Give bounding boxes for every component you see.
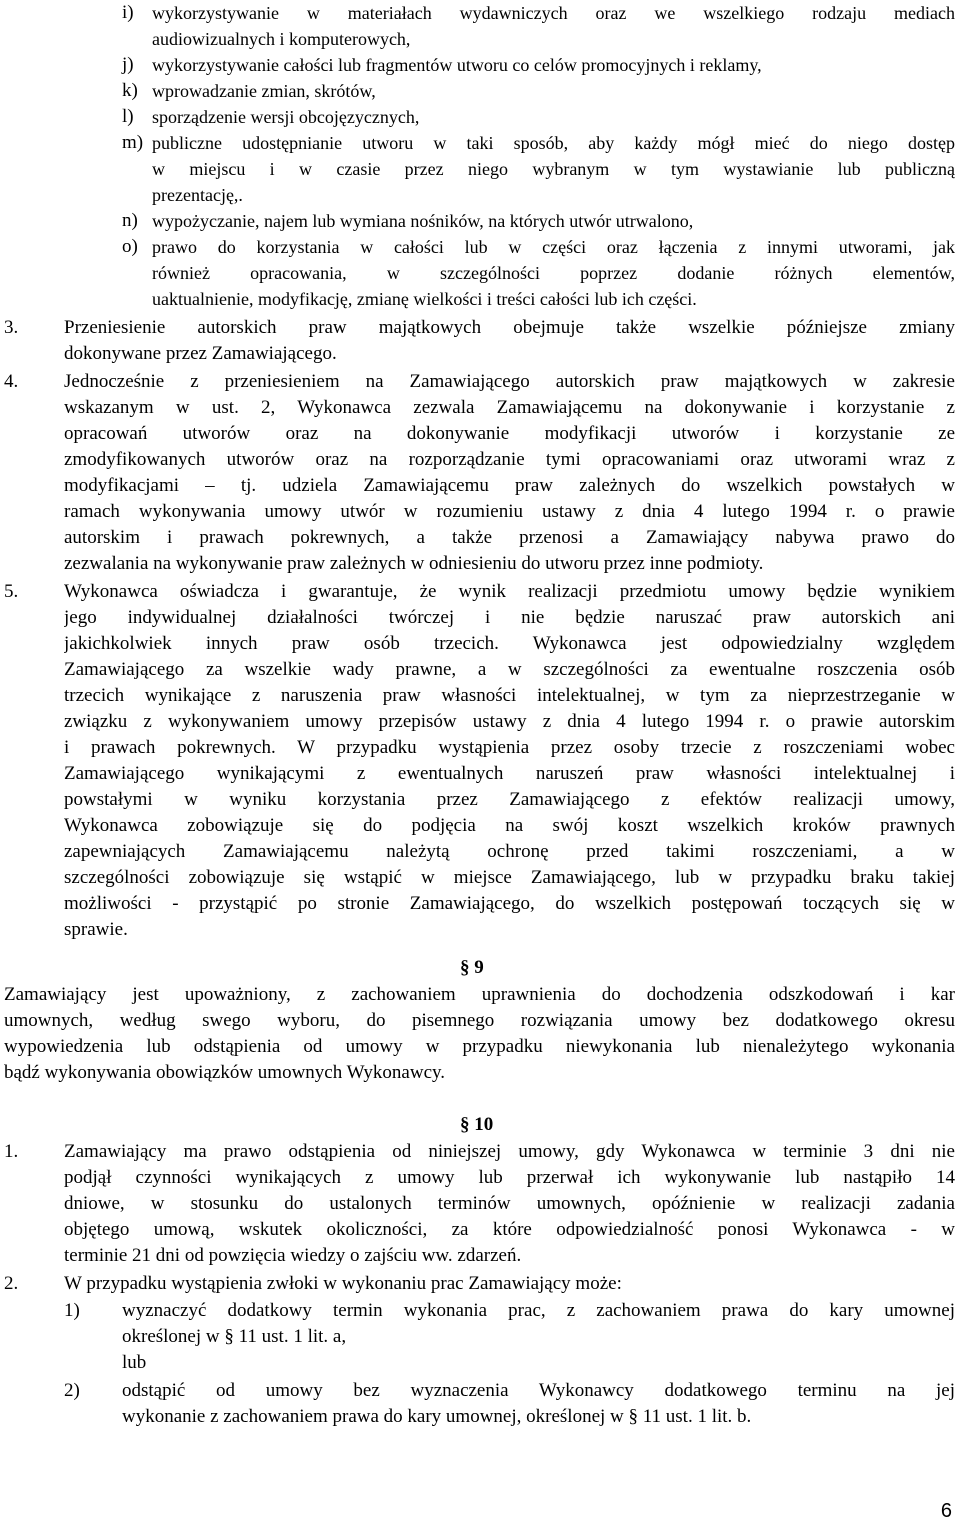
point-line: Wykonawca zobowiązuje się do podjęcia na swój koszt wszelkich kroków prawnych [64,815,955,836]
point-line: autorskim i prawach pokrewnych, a także przenosi a Zamawiający nabywa prawo do [64,527,955,548]
point-line: W przypadku wystąpienia zwłoki w wykonaniu prac Zamawiający może: [64,1273,622,1294]
item-line: wprowadzanie zmian, skrótów, [152,81,376,101]
point-line: objętego umową, wskutek okoliczności, za które odpowiedzialność ponosi Wykonawca - w [64,1219,955,1240]
item-marker: n) [122,210,138,231]
point-line: Zamawiającego za wszelkie wady prawne, a w szczególności za ewentualne roszczenia osób [64,659,955,680]
item-line: również opracowania, w szczególności poprzez dodanie różnych elementów, [152,263,955,283]
point-line: możliwości - przystąpić po stronie Zamawiającego, do wszelkich postępowań toczących się w [64,893,955,914]
point-line: ramach wykonywania umowy utwór w rozumieniu ustawy z dnia 4 lutego 1994 r. o prawie [64,501,955,522]
point-marker: 1. [4,1141,19,1162]
subpoint-line: lub [122,1352,147,1373]
point-line: terminie 21 dni od powzięcia wiedzy o zajściu ww. zdarzeń. [64,1245,522,1266]
item-line: wypożyczanie, najem lub wymiana nośników, na których utwór utrwalono, [152,211,694,231]
item-line: publiczne udostępnianie utworu w taki sposób, aby każdy mógł mieć do niego dostęp [152,133,955,153]
point-line: wskazanym w ust. 2, Wykonawca zezwala Zamawiającemu na dokonywanie i korzystanie z [64,397,955,418]
point-line: opracowań utworów oraz na dokonywanie modyfikacji utworów i korzystanie ze [64,423,955,444]
subpoint-marker: 2) [64,1380,80,1401]
item-line: wykorzystywanie w materiałach wydawniczych oraz we wszelkiego rodzaju mediach [152,3,955,23]
subpoint-line: odstąpić od umowy bez wyznaczenia Wykonawcy dodatkowego terminu na jej [122,1380,955,1401]
item-line: uaktualnienie, modyfikację, zmianę wielkości i treści całości lub ich części. [152,289,697,309]
item-marker: j) [122,54,134,75]
point-marker: 2. [4,1273,19,1294]
point-line: powstałymi w wyniku korzystania przez Zamawiającego z efektów realizacji umowy, [64,789,955,810]
point-line: Zamawiający ma prawo odstąpienia od niniejszej umowy, gdy Wykonawca w terminie 3 dni nie [64,1141,955,1162]
item-line: audiowizualnych i komputerowych, [152,29,411,49]
item-marker: k) [122,80,138,101]
point-line: szczególności zobowiązuje się wstąpić w miejsce Zamawiającego, lub w przypadku braku takiej [64,867,955,888]
item-line: prezentację,. [152,185,243,205]
point-line: zmodyfikowanych utworów oraz na rozporządzanie tymi opracowaniami oraz utworami wraz z [64,449,955,470]
point-marker: 5. [4,581,19,602]
paragraph-line: Zamawiający jest upoważniony, z zachowaniem uprawnienia do dochodzenia odszkodowań i kar [4,984,955,1005]
point-line: modyfikacjami – tj. udziela Zamawiającemu praw zależnych do wszelkich powstałych w [64,475,955,496]
point-marker: 3. [4,317,19,338]
item-marker: m) [122,132,144,153]
item-marker: i) [122,2,134,23]
point-line: i prawach pokrewnych. W przypadku wystąpienia przez osoby trzecie z roszczeniami wobec [64,737,955,758]
point-line: Zamawiającego wynikającymi z ewentualnych naruszeń praw własności intelektualnej i [64,763,955,784]
item-line: w miejscu i w czasie przez niego wybranym w tym wystawianie lub publiczną [152,159,955,179]
point-line: trzecich wynikające z naruszenia praw własności intelektualnej, w tym za nieprzestrzeganie w [64,685,955,706]
page-number: 6 [940,1500,952,1522]
paragraph-line: bądź wykonywania obowiązków umownych Wykonawcy. [4,1062,446,1083]
item-marker: l) [122,106,134,127]
point-line: Przeniesienie autorskich praw majątkowych obejmuje także wszelkie późniejsze zmiany [64,317,955,338]
subpoint-line: wyznaczyć dodatkowy termin wykonania prac, z zachowaniem prawa do kary umownej [122,1300,955,1321]
section-10-heading: § 10 [460,1114,494,1135]
subpoint-marker: 1) [64,1300,80,1321]
point-line: Wykonawca oświadcza i gwarantuje, że wynik realizacji przedmiotu umowy będzie wynikiem [64,581,955,602]
point-line: zapewniających Zamawiającemu należytą ochronę przed takimi roszczeniami, a w [64,841,955,862]
point-line: Jednocześnie z przeniesieniem na Zamawiającego autorskich praw majątkowych w zakresie [64,371,955,392]
point-line: podjął czynności wynikających z umowy lub przerwał ich wykonywanie lub nastąpiło 14 [64,1167,955,1188]
paragraph-line: wypowiedzenia lub odstąpienia od umowy w przypadku niewykonania lub nienależytego wykonania [4,1036,955,1057]
paragraph-line: umownych, według swego wyboru, do pisemnego rozwiązania umowy bez dodatkowego okresu [4,1010,955,1031]
item-marker: o) [122,236,138,257]
point-line: dokonywane przez Zamawiającego. [64,343,337,364]
point-marker: 4. [4,371,19,392]
section-9-heading: § 9 [460,957,484,978]
point-line: jakichkolwiek innych praw osób trzecich. Wykonawca jest odpowiedzialny względem [64,633,955,654]
point-line: sprawie. [64,919,128,940]
item-line: sporządzenie wersji obcojęzycznych, [152,107,420,127]
point-line: dniowe, w stosunku do ustalonych terminów umownych, opóźnienie w realizacji zadania [64,1193,955,1214]
subpoint-line: wykonanie z zachowaniem prawa do kary umownej, określonej w § 11 ust. 1 lit. b. [122,1406,752,1427]
item-line: prawo do korzystania w całości lub w części oraz łączenia z innymi utworami, jak [152,237,955,257]
point-line: związku z wykonywaniem umowy przepisów ustawy z dnia 4 lutego 1994 r. o prawie autorskim [64,711,955,732]
item-line: wykorzystywanie całości lub fragmentów utworu co celów promocyjnych i reklamy, [152,55,762,75]
subpoint-line: określonej w § 11 ust. 1 lit. a, [122,1326,347,1347]
point-line: jego indywidualnej działalności twórczej i nie będzie naruszać praw autorskich ani [64,607,955,628]
point-line: zezwalania na wykonywanie praw zależnych w odniesieniu do utworu przez inne podmioty. [64,553,764,574]
